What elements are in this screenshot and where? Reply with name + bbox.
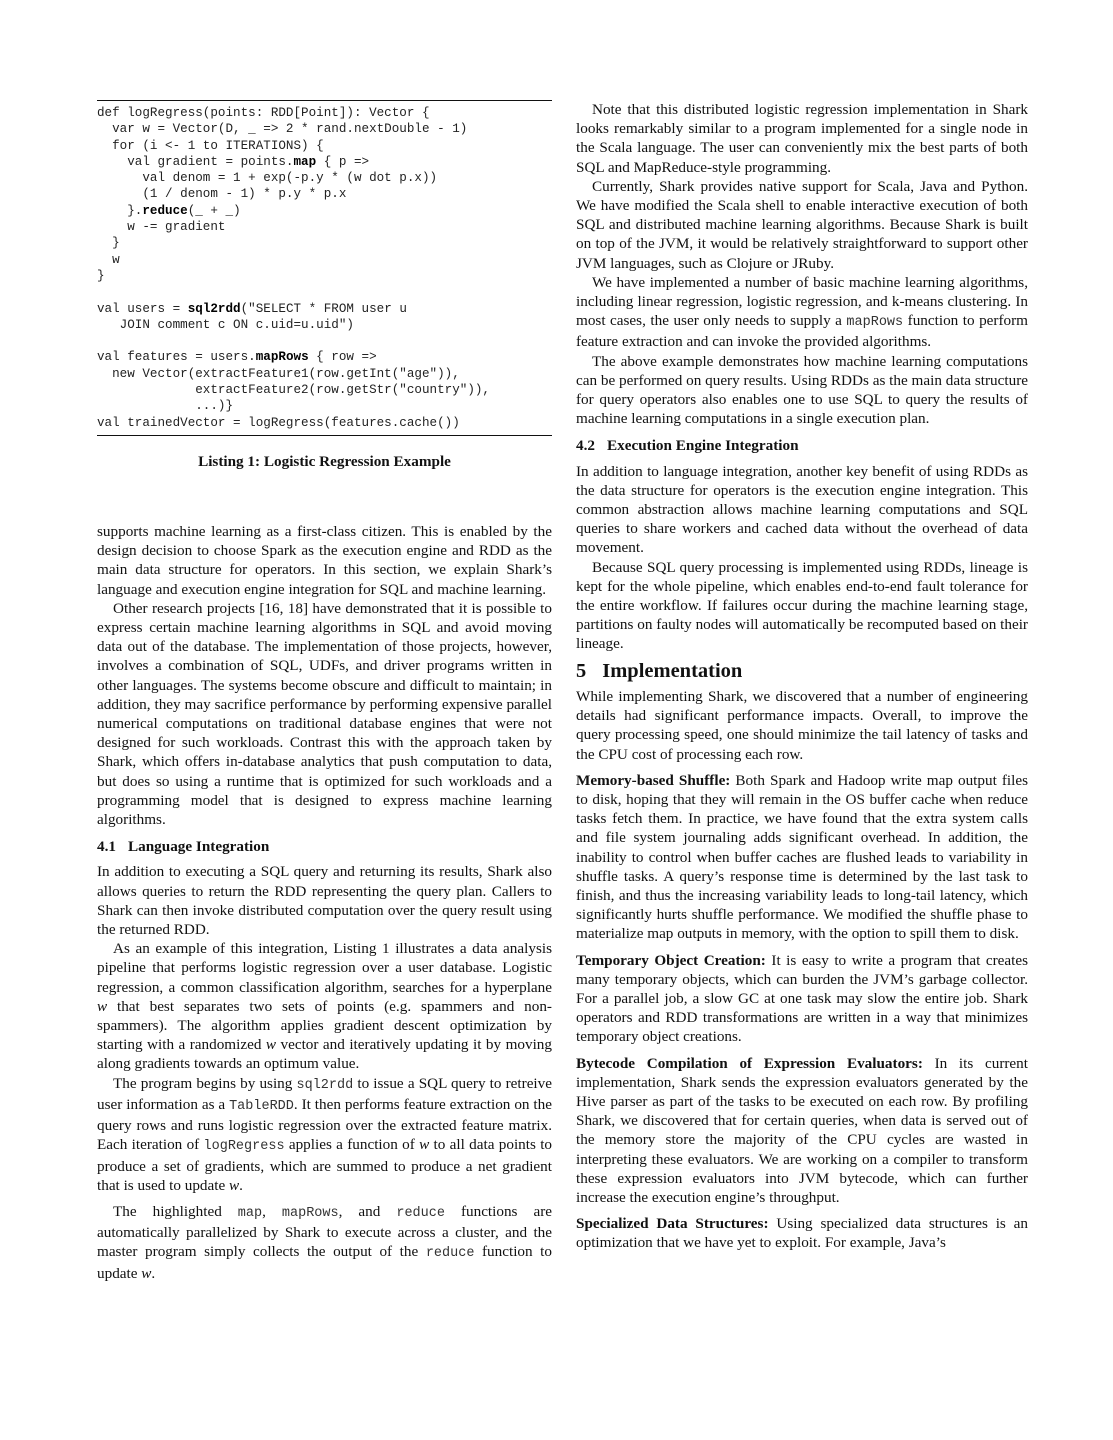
paragraph	[576, 687, 1028, 764]
code-token: w	[97, 252, 120, 267]
subsection-heading	[576, 436, 1028, 455]
code-token: { row =>	[308, 350, 377, 365]
text-run: The program begins by using	[113, 1074, 297, 1092]
code-line	[97, 367, 460, 381]
code-token: var w = Vector(D, _ => 2 * rand.nextDouble - 1)	[97, 122, 468, 137]
text-run: . It then performs feature extraction on the query rows and runs logistic regression over the extracted feature matrix. Each iteration of	[97, 1095, 552, 1154]
text-run: .	[151, 1264, 156, 1282]
code-token: def logRegress(points: RDD[Point]): Vector {	[97, 106, 430, 120]
code-token: new Vector(extractFeature1(row.getInt("age")),	[97, 366, 460, 381]
code-line	[97, 171, 437, 185]
code-line	[97, 122, 467, 136]
code-line	[97, 253, 120, 267]
paragraph	[97, 1074, 552, 1195]
paragraph	[576, 1214, 1028, 1252]
text-run: that best separates two sets of points (e.g. spammers and non-spammers). The algorithm applies gradient descent optimization by starting with a randomized	[97, 997, 552, 1054]
text-run: Because SQL query processing is implemented using RDDs, lineage is kept for the whole pipeline, which enables end-to-end fault tolerance for the entire workflow. If failures occur during the machine learning stage, partitions on faulty nodes will automatically be recomputed based on their lineage.	[576, 558, 1028, 653]
subsection-heading	[97, 837, 552, 856]
code-term: logRegress	[203, 1139, 285, 1155]
code-token: w -= gradient	[97, 220, 226, 235]
code-line	[97, 204, 241, 218]
text-run: Note that this distributed logistic regression implementation in Shark looks remarkably similar to a program implemented for a single node in the Scala language. The user can conveniently mix the best parts of both SQL and MapReduce-style programming.	[576, 101, 1028, 176]
code-term: reduce	[425, 1246, 475, 1262]
paragraph	[576, 100, 1028, 177]
run-in-heading: Specialized Data Structures:	[576, 1215, 769, 1233]
paragraph	[576, 462, 1028, 558]
code-token: }	[97, 268, 105, 283]
code-token: val users =	[97, 301, 188, 316]
code-term: mapRows	[846, 315, 904, 331]
section-number: 4.1	[97, 838, 116, 856]
code-line	[97, 187, 346, 201]
text-run: w	[97, 997, 108, 1015]
section-number: 4.2	[576, 437, 595, 455]
code-term: sql2rdd	[296, 1077, 354, 1093]
text-run: In addition to language integration, another key benefit of using RDDs as the data structure for operators is the execution engine integration. This common abstraction allows machine learning computations and SQL queries to share workers and cached data without the overhead of data movement.	[576, 462, 1028, 557]
code-line	[97, 399, 233, 413]
code-line	[97, 416, 460, 430]
text-run: Currently, Shark provides native support for Scala, Java and Python. We have modified the Scala shell to enable interactive execution of both SQL and distributed machine learning algorithms. Because Shark is built on top of the JVM, it would be relatively straightforward to support other JVM languages, such as Clojure or JRuby.	[576, 177, 1028, 272]
run-in-heading: Memory-based Shuffle:	[576, 771, 731, 789]
code-token: }	[97, 236, 120, 251]
section-title: Execution Engine Integration	[606, 437, 799, 455]
paragraph	[576, 177, 1028, 273]
left-column	[97, 522, 552, 1283]
code-line	[97, 220, 225, 234]
code-listing	[97, 100, 552, 436]
section-title: Language Integration	[127, 838, 270, 856]
section-number: 5	[576, 659, 587, 682]
code-term: mapRows	[281, 1205, 339, 1221]
paragraph	[97, 939, 552, 1073]
code-line	[97, 269, 105, 283]
code-token: (_ + _)	[187, 203, 241, 218]
paragraph	[576, 273, 1028, 352]
section-title: Implementation	[602, 659, 743, 682]
text-run: function to update	[97, 1243, 552, 1282]
code-token: reduce	[142, 203, 188, 218]
code-token: extractFeature2(row.getStr("country")),	[97, 383, 490, 398]
text-run: In its current implementation, Shark sends the expression evaluators generated by the Hive parser as part of the tasks to be executed on each row. By profiling Shark, we discovered that for certain queries, when data is served out of the memory store the majority of the CPU cycles are wasted in interpreting these evaluators. We are working on a compiler to transform these expression evaluators into JVM bytecode, which can further increase the execution engine’s throughput.	[576, 1054, 1028, 1206]
text-run: vector and iteratively updating it by moving along gradients towards an optimum value.	[97, 1036, 552, 1073]
code-term: TableRDD	[229, 1098, 294, 1114]
code-line	[97, 318, 354, 332]
text-run: applies a function of	[284, 1136, 420, 1154]
paragraph	[97, 862, 552, 939]
text-run: w	[141, 1264, 152, 1282]
code-token: map	[293, 154, 317, 169]
text-run: As an example of this integration, Listing 1 illustrates a data analysis pipeline that performs logistic regression over a user database. Logistic regression, a common classification algorithm, searches for a hyperplane	[97, 940, 552, 996]
text-run: While implementing Shark, we discovered that a number of engineering details had significant performance impacts. Overall, to improve the query processing speed, one should minimize the tail latency of tasks and the CPU cost of processing each row.	[576, 687, 1028, 763]
text-run: functions are automatically parallelized by Shark to execute across a cluster, and the master program simply collects the output of the	[97, 1202, 553, 1261]
paragraph	[576, 352, 1028, 429]
text-run: Other research projects [16, 18] have demonstrated that it is possible to express certain machine learning algorithms in SQL and avoid moving data out of the database. The implementation of those projects, however, involves a combination of SQL, UDFs, and driver programs written in other languages. The systems become obscure and difficult to maintain; in addition, they may sacrifice performance by performing expensive parallel numerical computations on traditional database engines that were not designed for such workloads. Contrast this with the approach taken by Shark, which offers in-database analytics that push computation to data, but does so using a runtime that is optimized for such workloads and a programming model that is designed to express machine learning algorithms.	[97, 599, 552, 829]
code-line	[97, 139, 324, 153]
code-token: ("SELECT * FROM user u	[240, 301, 407, 316]
code-token: val features = users.	[97, 350, 256, 365]
code-text	[97, 105, 552, 431]
code-line	[97, 302, 407, 316]
code-token: val denom = 1 + exp(-p.y * (w dot p.x))	[97, 171, 438, 186]
code-token: JOIN comment c ON c.uid=u.uid")	[97, 317, 354, 332]
paragraph	[97, 599, 552, 829]
code-token: mapRows	[255, 350, 309, 365]
paragraph	[576, 771, 1028, 944]
text-run: ,	[262, 1202, 282, 1220]
text-run: , and	[338, 1202, 397, 1220]
text-run: to issue a SQL query to retreive user information as a	[97, 1074, 552, 1113]
code-term: reduce	[396, 1205, 445, 1221]
text-run: We have implemented a number of basic machine learning algorithms, including linear regression, logistic regression, and k-means clustering. In most cases, the user only needs to supply a	[576, 273, 1028, 330]
code-token: sql2rdd	[187, 301, 241, 316]
text-run: w	[229, 1176, 240, 1194]
code-token: val gradient = points.	[97, 154, 294, 169]
text-run: w	[265, 1036, 277, 1054]
code-token: for (i <- 1 to ITERATIONS) {	[97, 138, 324, 153]
run-in-heading: Bytecode Compilation of Expression Evaluators:	[576, 1054, 923, 1072]
right-column	[576, 100, 1028, 1253]
code-line	[97, 350, 377, 364]
text-run: It is easy to write a program that creates many temporary objects, which can burden the JVM’s garbage collector. For a parallel job, a slow GC at one task may slow the entire job. Shark operators and RDD transformations are written in a way that minimizes temporary object creations.	[576, 951, 1029, 1046]
paragraph	[576, 1054, 1028, 1208]
code-line	[97, 106, 430, 120]
code-token: }.	[97, 203, 143, 218]
paragraph	[97, 522, 552, 599]
code-term: map	[237, 1205, 263, 1221]
text-run: Both Spark and Hadoop write map output files to disk, hoping that they will remain in the OS buffer cache when reduce tasks fetch them. In practice, we have found that the extra system calls and file system journaling adds significant overhead. In addition, the inability to control when buffer caches are flushed leads to variability in shuffle tasks. A query’s response time is determined by the last task to finish, and thus the increasing variability leads to long-tail latency, which significantly hurts shuffle performance. We modified the shuffle phase to materialize map outputs in memory, with the option to spill them to disk.	[576, 771, 1028, 943]
code-line	[97, 236, 120, 250]
paragraph	[576, 558, 1028, 654]
section-heading	[576, 659, 1028, 682]
run-in-heading: Temporary Object Creation:	[576, 951, 766, 969]
code-token: { p =>	[316, 154, 370, 169]
text-run: to all data points to produce a set of gradients, which are summed to produce a net gradient that is used to update	[97, 1136, 553, 1194]
text-run: Using specialized data structures is an optimization that we have yet to exploit. For example, Java’s	[576, 1215, 1028, 1252]
text-run: The highlighted	[113, 1202, 238, 1220]
text-run: function to perform feature extraction and can invoke the provided algorithms.	[576, 312, 1028, 351]
code-line	[97, 383, 490, 397]
text-run: .	[239, 1176, 243, 1194]
code-line	[97, 155, 369, 169]
code-token: (1 / denom - 1) * p.y * p.x	[97, 187, 347, 202]
text-run: supports machine learning as a first-class citizen. This is enabled by the design decision to choose Spark as the execution engine and RDD as the main data structure for operators. In this section, we explain Shark’s language and execution engine integration for SQL and machine learning.	[97, 523, 552, 598]
paragraph	[97, 1202, 552, 1283]
code-token: ...)}	[97, 399, 234, 414]
code-token: val trainedVector = logRegress(features.cache())	[97, 415, 460, 430]
listing-caption: Listing 1: Logistic Regression Example	[198, 453, 451, 470]
text-run: In addition to executing a SQL query and returning its results, Shark also allows queries to return the RDD representing the query plan. Callers to Shark can then invoke distributed computation over the query result using the returned RDD.	[97, 863, 552, 939]
text-run: The above example demonstrates how machine learning computations can be performed on query results. Using RDDs as the main data structure for query operators also enables one to use SQL to query the results of machine learning computations in a single execution plan.	[576, 352, 1028, 428]
text-run: w	[419, 1136, 430, 1154]
paragraph	[576, 951, 1028, 1047]
